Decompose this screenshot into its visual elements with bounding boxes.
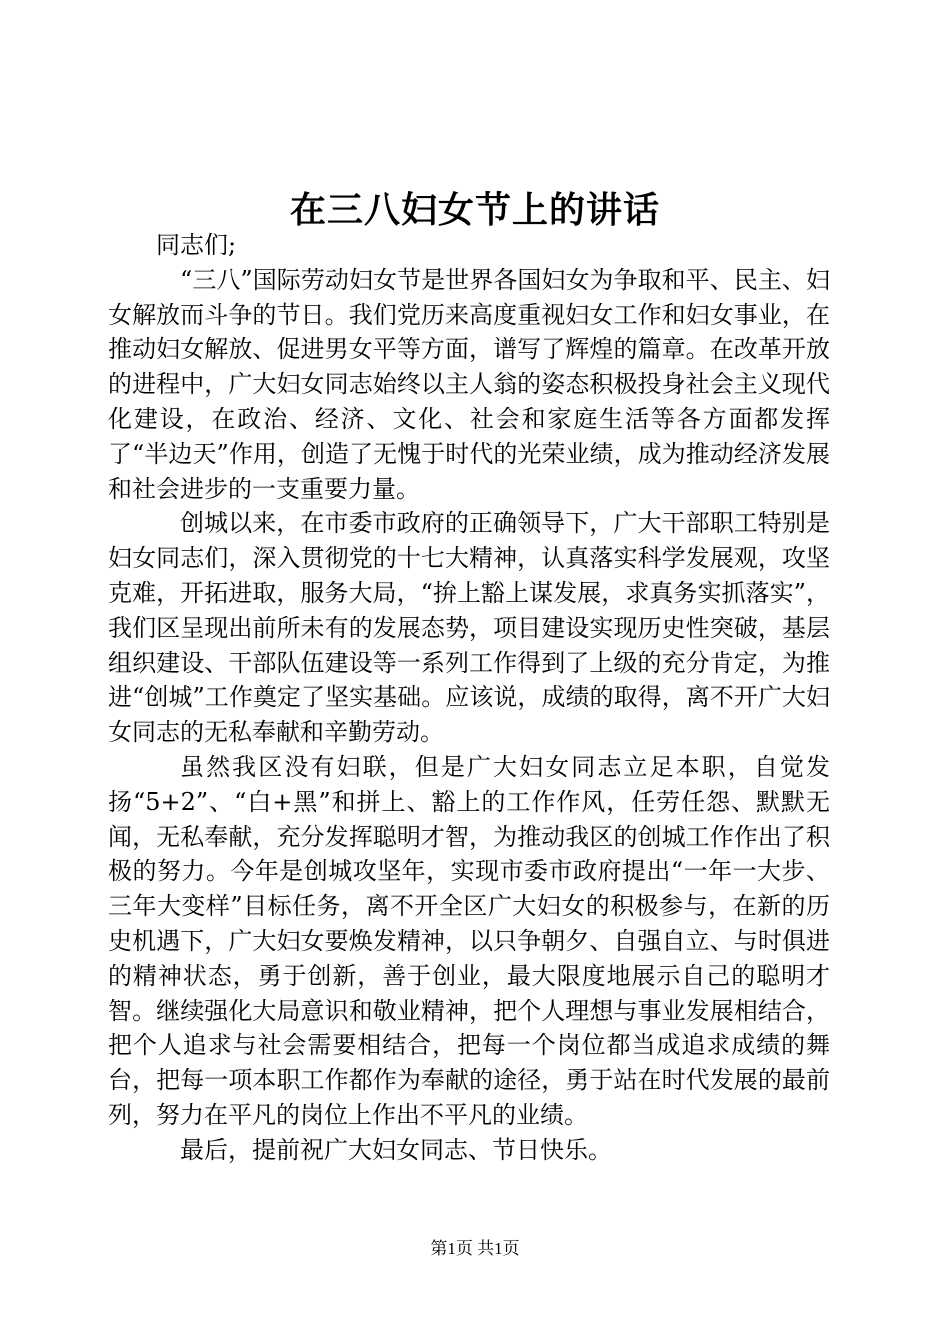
paragraph-4: 最后，提前祝广大妇女同志、节日快乐。 bbox=[180, 1135, 612, 1164]
page-number-footer: 第1页 共1页 bbox=[430, 1239, 520, 1258]
document-body bbox=[108, 228, 830, 1168]
salutation: 同志们; bbox=[156, 231, 237, 259]
paragraph-1: “三八”国际劳动妇女节是世界各国妇女为争取和平、民主、妇女解放而斗争的节日。我们党历来高度重视妇女工作和妇女事业，在推动妇女解放、促进男女平等方面，谱写了辉煌的篇章。在改革开放的进程中，广大妇女同志始终以主人翁的姿态积极投身社会主义现代化建设，在政治、经济、文化、社会和家庭生活等各方面都发挥了“半边天”作用，创造了无愧于时代的光荣业绩，成为推动经济发展和社会进步的一支重要力量。 bbox=[108, 265, 830, 503]
paragraph-3: 虽然我区没有妇联，但是广大妇女同志立足本职，自觉发扬“5+2”、“白+黑”和拼上、豁上的工作作风，任劳任怨、默默无闻，无私奉献，充分发挥聪明才智，为推动我区的创城工作作出了积极的努力。今年是创城攻坚年，实现市委市政府提出“一年一大步、三年大变样”目标任务，离不开全区广大妇女的积极参与，在新的历史机遇下，广大妇女要焕发精神，以只争朝夕、自强自立、与时俱进的精神状态，勇于创新，善于创业，最大限度地展示自己的聪明才智。继续强化大局意识和敬业精神，把个人理想与事业发展相结合，把个人追求与社会需要相结合，把每一个岗位都当成追求成绩的舞台，把每一项本职工作都作为奉献的途径，勇于站在时代发展的最前列，努力在平凡的岗位上作出不平凡的业绩。 bbox=[108, 752, 830, 1129]
paragraph-2: 创城以来，在市委市政府的正确领导下，广大干部职工特别是妇女同志们，深入贯彻党的十七大精神，认真落实科学发展观，攻坚克难，开拓进取，服务大局，“拚上豁上谋发展，求真务实抓落实”，我们区呈现出前所未有的发展态势，项目建设实现历史性突破，基层组织建设、干部队伍建设等一系列工作得到了上级的充分肯定，为推进“创城”工作奠定了坚实基础。应该说，成绩的取得，离不开广大妇女同志的无私奉献和辛勤劳动。 bbox=[108, 509, 830, 747]
document-title: 在三八妇女节上的讲话 bbox=[289, 189, 660, 231]
